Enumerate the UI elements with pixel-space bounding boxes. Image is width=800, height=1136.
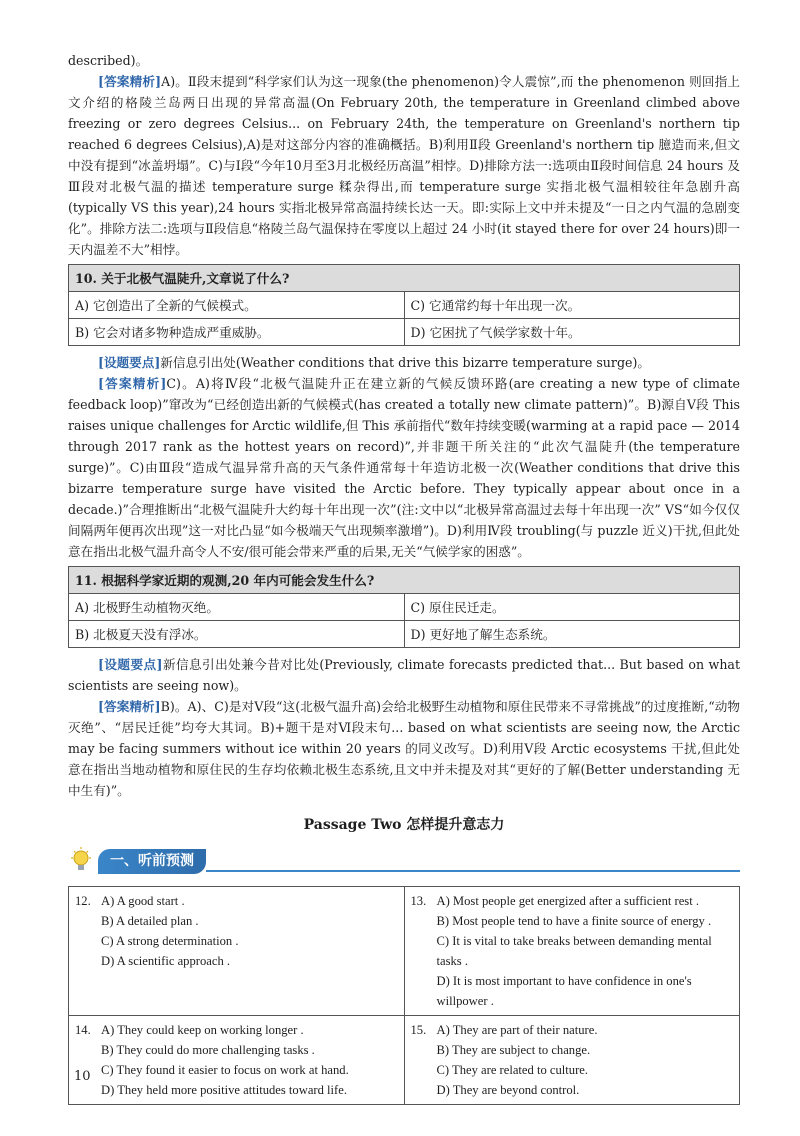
question-point-q11 bbox=[68, 654, 740, 696]
question-14-option-a: 14. A) They could keep on working longer . bbox=[75, 1023, 304, 1037]
question-12-cell bbox=[69, 887, 405, 1016]
question-12-option-d: D) A scientific approach . bbox=[101, 954, 231, 968]
question-15-cell bbox=[404, 1016, 740, 1105]
question-point-tag: [设题要点] bbox=[98, 355, 161, 370]
question-13-cell bbox=[404, 887, 740, 1016]
question-14-option-b: B) They could do more challenging tasks . bbox=[101, 1043, 315, 1057]
question-11-stem: 11. 根据科学家近期的观测,20 年内可能会发生什么? bbox=[69, 567, 740, 594]
question-point-tag: [设题要点] bbox=[98, 657, 163, 672]
answer-analysis-tag: [答案精析] bbox=[98, 376, 167, 391]
section-divider bbox=[206, 870, 740, 872]
answer-analysis-tag: [答案精析] bbox=[98, 699, 161, 714]
question-12-option-a: 12. A) A good start . bbox=[75, 894, 185, 908]
question-11-table bbox=[68, 566, 740, 648]
question-14-option-d: D) They held more positive attitudes toward life. bbox=[101, 1083, 347, 1097]
question-11-option-a: A) 北极野生动植物灭绝。 bbox=[69, 594, 405, 621]
question-13-option-b: B) Most people tend to have a finite source of energy . bbox=[436, 914, 712, 928]
question-13-option-a: 13. A) Most people get energized after a sufficient rest . bbox=[410, 894, 700, 908]
paragraph-continuation: described)。 bbox=[68, 53, 149, 68]
question-13-option-d: D) It is most important to have confidence in one's willpower . bbox=[436, 974, 692, 1008]
question-10-table bbox=[68, 264, 740, 346]
page-number: 10 bbox=[74, 1069, 91, 1084]
answer-analysis-q9 bbox=[68, 71, 740, 260]
question-13-option-c: C) It is vital to take breaks between demanding mental tasks . bbox=[436, 934, 712, 968]
prediction-options-table bbox=[68, 886, 740, 1105]
question-14-cell bbox=[69, 1016, 405, 1105]
question-10-option-d: D) 它困扰了气候学家数十年。 bbox=[404, 319, 740, 346]
answer-analysis-q11 bbox=[68, 696, 740, 801]
question-15-option-b: B) They are subject to change. bbox=[436, 1043, 591, 1057]
question-15-option-d: D) They are beyond control. bbox=[436, 1083, 580, 1097]
section-header bbox=[68, 846, 740, 876]
answer-analysis-tag: [答案精析] bbox=[98, 74, 162, 89]
question-12-option-b: B) A detailed plan . bbox=[101, 914, 199, 928]
question-11-option-d: D) 更好地了解生态系统。 bbox=[404, 621, 740, 648]
question-11-option-c: C) 原住民迁走。 bbox=[404, 594, 740, 621]
question-15-option-c: C) They are related to culture. bbox=[436, 1063, 589, 1077]
answer-analysis-q10 bbox=[68, 373, 740, 562]
question-11-option-b: B) 北极夏天没有浮冰。 bbox=[69, 621, 405, 648]
question-14-option-c: C) They found it easier to focus on work at hand. bbox=[101, 1063, 349, 1077]
question-12-option-c: C) A strong determination . bbox=[101, 934, 239, 948]
question-10-option-c: C) 它通常约每十年出现一次。 bbox=[404, 292, 740, 319]
question-10-option-b: B) 它会对诸多物种造成严重威胁。 bbox=[69, 319, 405, 346]
question-point-text: 新信息引出处兼今昔对比处(Previously, climate forecasts predicted that... But based on what scientists are seeing now)。 bbox=[68, 657, 740, 693]
question-10-stem: 10. 关于北极气温陡升,文章说了什么? bbox=[69, 265, 740, 292]
answer-analysis-text: C)。A)将Ⅳ段“北极气温陡升正在建立新的气候反馈环路(are creating a new type of climate feedback loop)”窜改为“已经创造出新的气候模式(has created a totally new climate pattern)”。B)源自Ⅴ段 This raises unique challenges for Arctic wildlife,但 This 承前指代“数年持续变暖(warming at a rapid pace — 2014 through 2017 rank as the hottest years on record)”,并非题干所关注的“此次气温陡升(the temperature surge)”。C)由Ⅲ段“造成气温异常升高的天气条件通常每十年造访北极一次(Weather conditions that drive this bizarre temperature surge have visited the Arctic before. They typically appear about once in a decade.)”合理推断出“北极气温陡升大约每十年出现一次”(注:文中以“北极异常高温过去每十年出现一次” VS“如今仅仅间隔两年便再次出现”这一对比凸显“如今极端天气出现频率激增”)。D)利用Ⅳ段 troubling(与 puzzle 近义)干扰,但此处意在指出北极气温升高令人不安/很可能会带来严重的后果,无关“气候学家的困惑”。 bbox=[68, 376, 740, 559]
question-point-text: 新信息引出处(Weather conditions that drive this bizarre temperature surge)。 bbox=[160, 355, 650, 370]
question-point-q10 bbox=[68, 352, 740, 373]
answer-analysis-text: A)。Ⅱ段末提到“科学家们认为这一现象(the phenomenon)令人震惊”,而 the phenomenon 则回指上文介绍的格陵兰岛两日出现的异常高温(On February 20th, the temperature in Greenland climbed above freezing or zero degrees Celsius... on February 24th, the temperature on Greenland's northern tip reached 6 degrees Celsius),A)是对这部分内容的准确概括。B)利用Ⅱ段 Greenland's northern tip 臆造而来,但文中没有提到“冰盖坍塌”。C)与Ⅰ段“今年10月至3月北极经历高温”相悖。D)排除方法一:选项由Ⅱ段时间信息 24 hours 及Ⅲ段对北极气温的描述 temperature surge 糅杂得出,而 temperature surge 实指北极气温相较往年急剧升高(typically VS this year),24 hours 实指北极异常高温持续长达一天。即:实际上文中并未提及“一日之内气温的急剧变化”。排除方法二:选项与Ⅱ段信息“格陵兰岛气温保持在零度以上超过 24 小时(it stayed there for over 24 hours)即一天内温差不大”相悖。 bbox=[68, 74, 740, 257]
question-15-option-a: 15. A) They are part of their nature. bbox=[410, 1023, 598, 1037]
passage-title: Passage Two 怎样提升意志力 bbox=[303, 817, 505, 833]
question-10-option-a: A) 它创造出了全新的气候模式。 bbox=[69, 292, 405, 319]
answer-analysis-text: B)。A)、C)是对Ⅴ段“这(北极气温升高)会给北极野生动植物和原住民带来不寻常挑战”的过度推断,“动物灭绝”、“居民迁徙”均夸大其词。B)+题干是对Ⅵ段末句... based on what scientists are seeing now, the Arctic may be facing summers without ice within 20 years 的同义改写。D)利用Ⅴ段 Arctic ecosystems 干扰,但此处意在指出当地动植物和原住民的生存均依赖北极生态系统,且文中并未提及对其“更好的了解(Better understanding 无中生有)”。 bbox=[68, 699, 740, 798]
lightbulb-icon bbox=[68, 846, 94, 876]
section-label: 一、听前预测 bbox=[98, 849, 206, 874]
page-content bbox=[68, 50, 740, 1105]
